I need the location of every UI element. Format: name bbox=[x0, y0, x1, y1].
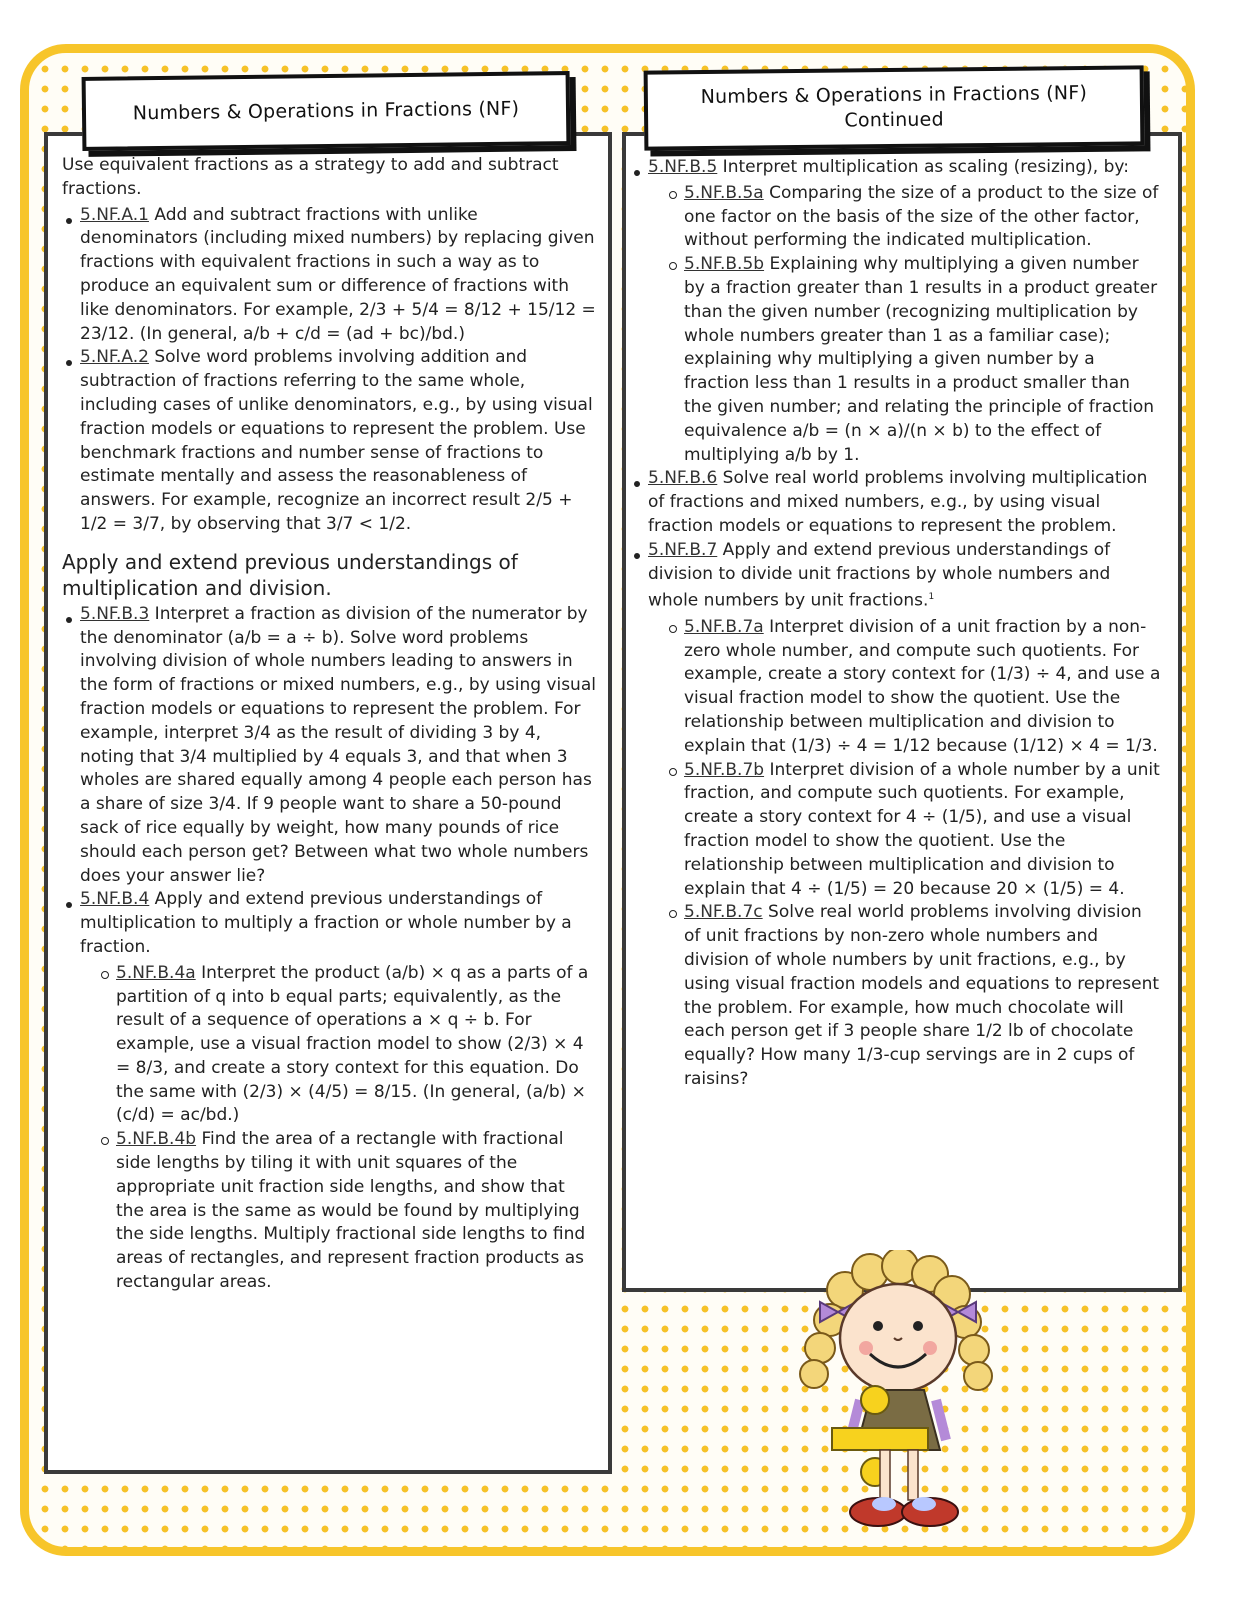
standard-5nfb7b bbox=[684, 759, 1162, 902]
standard-code[interactable]: 5.NF.B.4a bbox=[116, 962, 196, 983]
standard-text: Interpret a fraction as division of the numerator by the denominator (a/b = a ÷ b). Solve word problems involving division of whole numbers leading to answers in the form of fractions or mixed numbers, e.g., by using visual fraction models or equations to represent the problem. For example, interpret 3/4 as the result of dividing 3 by 4, noting that 3/4 multiplied by 4 equals 3, and that when 3 wholes are shared equally among 4 people each person has a share of size 3/4. If 9 people want to share a 50-pound sack of rice equally by weight, how many pounds of rice should each person get? Between what two whole numbers does your answer lie? bbox=[80, 603, 596, 886]
right-title-line2: Continued bbox=[844, 108, 944, 132]
standard-text: Interpret division of a whole number by a unit fraction, and compute such quotients. For example, create a story context for 4 ÷ (1/5), and use a visual fraction model to show the quotient. Use the relationship between multiplication and division to explain that 4 ÷ (1/5) = 20 because 20 × (1/5) = 4. bbox=[684, 759, 1160, 899]
standard-text: Find the area of a rectangle with fractional side lengths by tiling it with unit squares of the appropriate unit fraction side lengths, and show that the area is the same as would be found by multiplying the side lengths. Multiply fractional side lengths to find areas of rectangles, and represent fraction products as rectangular areas. bbox=[116, 1129, 586, 1293]
standard-code[interactable]: 5.NF.B.4b bbox=[116, 1129, 197, 1150]
standard-5nfb3 bbox=[80, 603, 596, 889]
standard-code[interactable]: 5.NF.A.2 bbox=[80, 347, 149, 368]
standard-5nfb5b bbox=[684, 253, 1162, 467]
left-title-text: Numbers & Operations in Fractions (NF) bbox=[132, 97, 520, 125]
standard-code[interactable]: 5.NF.B.5 bbox=[648, 157, 718, 177]
standard-text: Interpret division of a unit fraction by a non-zero whole number, and compute such quotients. For example, create a story context for (1/3) ÷ 4, and use a visual fraction model to show the quotient. Use the relationship between multiplication and division to explain that (1/3) ÷ 4 = 1/12 because (1/12) × 4 = 1/3. bbox=[684, 616, 1161, 756]
sub-list bbox=[648, 182, 1162, 468]
standard-code[interactable]: 5.NF.B.7b bbox=[684, 759, 765, 780]
standard-text: Interpret the product (a/b) × q as a parts of a partition of q into b equal parts; equivalently, as the result of a sequence of operations a × q ÷ b. For example, use a visual fraction model to show (2/3) × 4 = 8/3, and create a story context for this equation. Do the same with (2/3) × (4/5) = 8/15. (In general, (a/b) × (c/d) = ac/bd.) bbox=[116, 962, 589, 1126]
section2-intro: Apply and extend previous understandings of multiplication and division. bbox=[62, 549, 518, 600]
standard-code[interactable]: 5.NF.B.7 bbox=[648, 539, 718, 560]
standard-text: Apply and extend previous understandings of multiplication to multiply a fraction or whole number by a fraction. bbox=[80, 889, 572, 957]
section1-list bbox=[62, 204, 596, 537]
section1-intro: Use equivalent fractions as a strategy to add and subtract fractions. bbox=[62, 155, 559, 199]
standard-5nfa1 bbox=[80, 204, 596, 347]
standard-5nfa2 bbox=[80, 346, 596, 536]
standard-text: Comparing the size of a product to the size of one factor on the basis of the size of the other factor, without performing the indicated multiplication. bbox=[684, 182, 1159, 251]
standard-5nfb6 bbox=[648, 467, 1162, 538]
standard-5nfb4b bbox=[116, 1128, 596, 1295]
sub-list bbox=[648, 616, 1162, 1092]
sub-list bbox=[80, 962, 596, 1295]
standard-code[interactable]: 5.NF.A.1 bbox=[80, 204, 149, 225]
right-title-line1: Numbers & Operations in Fractions (NF) bbox=[700, 82, 1088, 109]
standard-code[interactable]: 5.NF.B.3 bbox=[80, 603, 150, 624]
standard-5nfb4 bbox=[80, 888, 596, 1295]
standard-text: Interpret multiplication as scaling (resizing), by: bbox=[717, 157, 1129, 177]
standard-code[interactable]: 5.NF.B.6 bbox=[648, 468, 718, 489]
right-tab-title bbox=[644, 65, 1145, 150]
standard-code[interactable]: 5.NF.B.7c bbox=[684, 902, 763, 923]
right-list bbox=[632, 156, 1162, 1092]
left-content bbox=[62, 154, 596, 1295]
standard-5nfb7a bbox=[684, 616, 1162, 759]
standard-text: Apply and extend previous understandings of division to divide unit fractions by whole numbers and whole numbers by unit fractions. bbox=[648, 539, 1111, 611]
standard-5nfb7c bbox=[684, 901, 1162, 1091]
standard-text: Solve word problems involving addition and subtraction of fractions referring to the same whole, including cases of unlike denominators, e.g., by using visual fraction models or equations to represent the problem. Use benchmark fractions and number sense of fractions to estimate mentally and assess the reasonableness of answers. For example, recognize an incorrect result 2/5 + 1/2 = 3/7, by observing that 3/7 < 1/2. bbox=[80, 347, 593, 534]
standard-text: Solve real world problems involving multiplication of fractions and mixed numbers, e.g., by using visual fraction models or equations to represent the problem. bbox=[648, 468, 1148, 536]
standard-code[interactable]: 5.NF.B.5a bbox=[684, 182, 764, 203]
standard-5nfb5 bbox=[648, 156, 1162, 467]
standard-code[interactable]: 5.NF.B.7a bbox=[684, 616, 764, 637]
standard-5nfb5a bbox=[684, 182, 1162, 253]
standard-code[interactable]: 5.NF.B.5b bbox=[684, 254, 765, 275]
section2-list bbox=[62, 603, 596, 1295]
standard-text: Add and subtract fractions with unlike denominators (including mixed numbers) by replacing given fractions with equivalent fractions in such a way as to produce an equivalent sum or difference of fractions with like denominators. For example, 2/3 + 5/4 = 8/12 + 15/12 = 23/12. (In general, a/b + c/d = (ad + bc)/bd.) bbox=[80, 204, 596, 344]
standard-code[interactable]: 5.NF.B.4 bbox=[80, 889, 150, 910]
right-content bbox=[632, 154, 1162, 1092]
left-tab-title bbox=[82, 71, 571, 151]
standard-text: Solve real world problems involving division of unit fractions by non-zero whole numbers and division of whole numbers by unit fractions, e.g., by using visual fraction models and equations to represent the problem. For example, how much chocolate will each person get if 3 people share 1/2 lb of chocolate equally? How many 1/3-cup servings are in 2 cups of raisins? bbox=[684, 902, 1160, 1089]
girl-with-division-sign-illustration bbox=[790, 1250, 1000, 1540]
standard-5nfb4a bbox=[116, 962, 596, 1129]
standard-text: Explaining why multiplying a given number by a fraction greater than 1 results in a product greater than the given number (recognizing multiplication by whole numbers greater than 1 as a familiar case); explaining why multiplying a given number by a fraction less than 1 results in a product smaller than the given number; and relating the principle of fraction equivalence a/b = (n × a)/(n × b) to the effect of multiplying a/b by 1. bbox=[684, 254, 1158, 465]
footnote-marker: 1 bbox=[928, 592, 935, 603]
standard-5nfb7 bbox=[648, 539, 1162, 1092]
